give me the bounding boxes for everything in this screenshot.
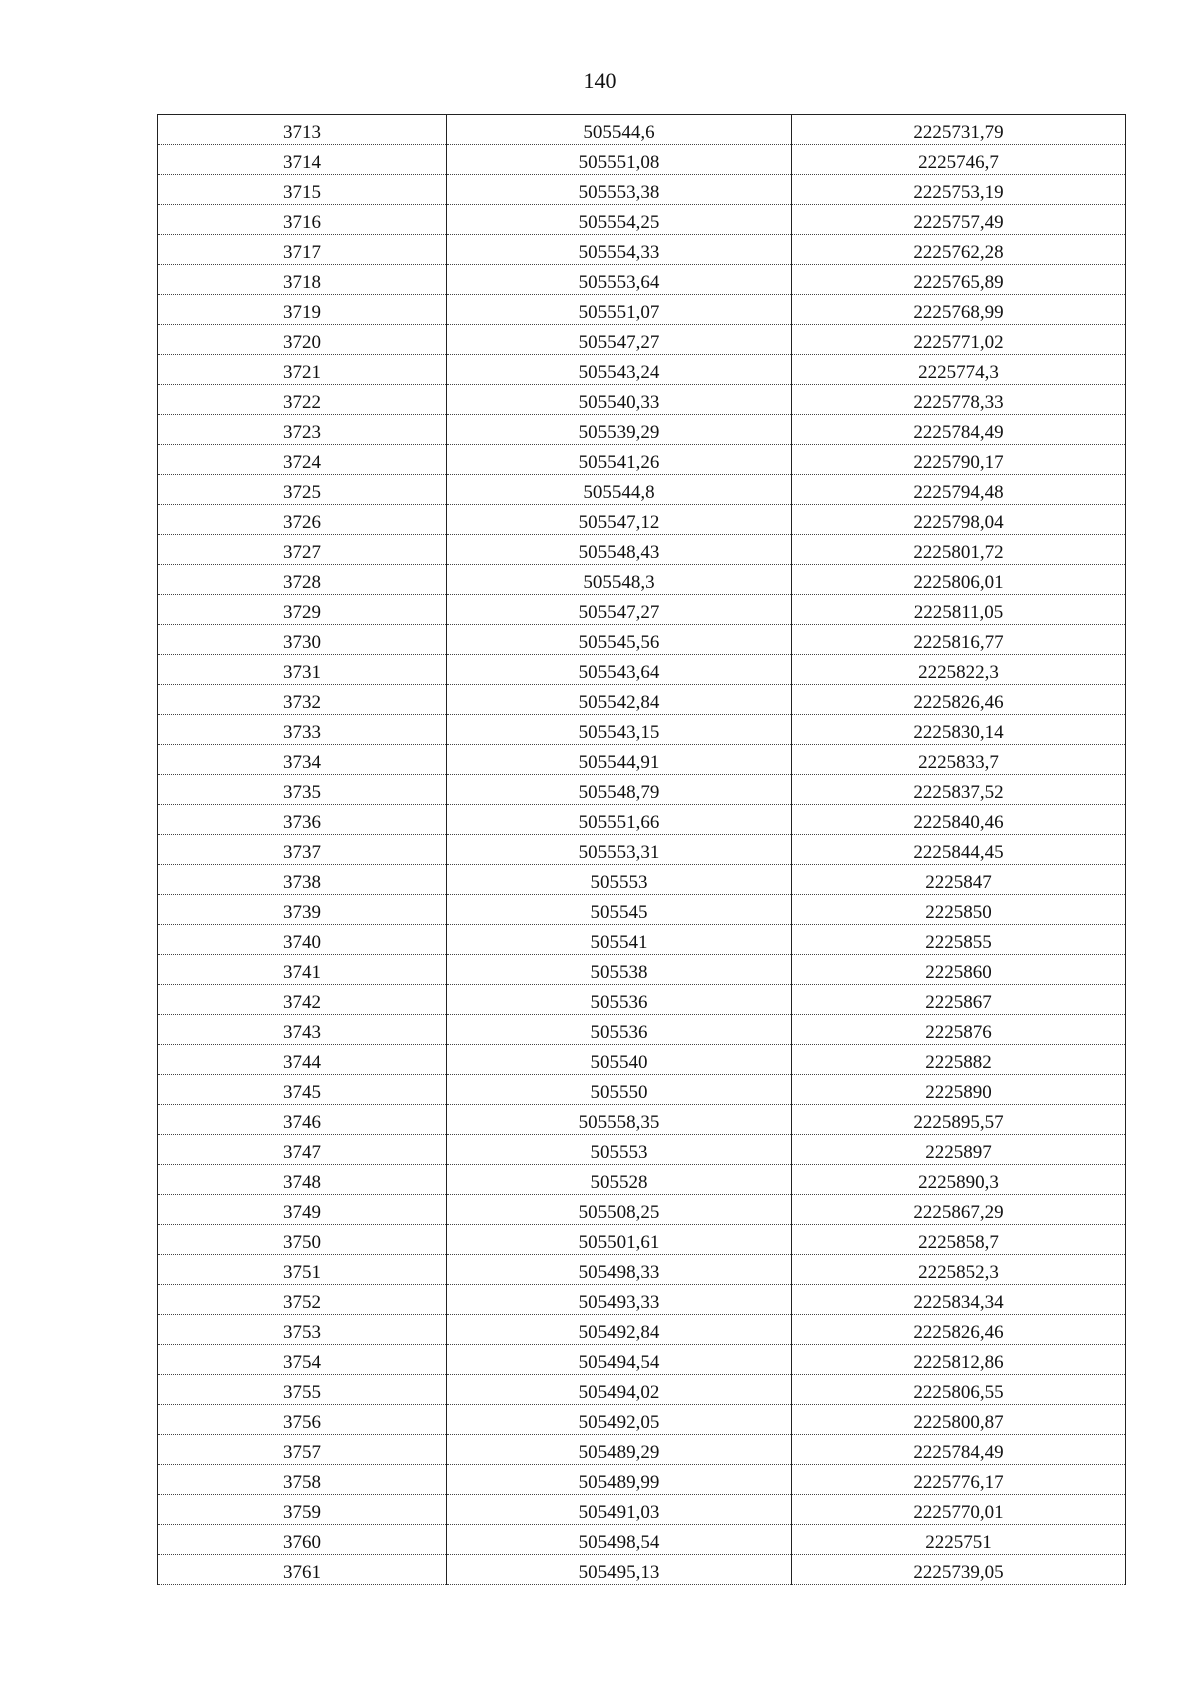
- y-coordinate-cell: 2225833,7: [792, 745, 1126, 775]
- point-number-cell: 3756: [158, 1405, 447, 1435]
- page-number: 140: [583, 68, 617, 93]
- y-coordinate-cell: 2225800,87: [792, 1405, 1126, 1435]
- y-coordinate-cell: 2225812,86: [792, 1345, 1126, 1375]
- table-row: [158, 625, 1126, 655]
- x-coordinate-cell: 505540: [447, 1045, 792, 1075]
- y-coordinate-cell: 2225811,05: [792, 595, 1126, 625]
- y-coordinate-cell: 2225826,46: [792, 1315, 1126, 1345]
- point-number-cell: 3721: [158, 355, 447, 385]
- point-number-cell: 3760: [158, 1525, 447, 1555]
- table-row: [158, 1315, 1126, 1345]
- x-coordinate-cell: 505548,3: [447, 565, 792, 595]
- table-row: [158, 505, 1126, 535]
- table-row: [158, 235, 1126, 265]
- table-row: [158, 205, 1126, 235]
- x-coordinate-cell: 505541,26: [447, 445, 792, 475]
- point-number-cell: 3729: [158, 595, 447, 625]
- table-row: [158, 355, 1126, 385]
- x-coordinate-cell: 505548,79: [447, 775, 792, 805]
- table-row: [158, 895, 1126, 925]
- x-coordinate-cell: 505558,35: [447, 1105, 792, 1135]
- point-number-cell: 3758: [158, 1465, 447, 1495]
- x-coordinate-cell: 505545,56: [447, 625, 792, 655]
- point-number-cell: 3732: [158, 685, 447, 715]
- point-number-cell: 3740: [158, 925, 447, 955]
- x-coordinate-cell: 505542,84: [447, 685, 792, 715]
- y-coordinate-cell: 2225895,57: [792, 1105, 1126, 1135]
- x-coordinate-cell: 505544,91: [447, 745, 792, 775]
- y-coordinate-cell: 2225816,77: [792, 625, 1126, 655]
- x-coordinate-cell: 505554,25: [447, 205, 792, 235]
- table-row: [158, 1015, 1126, 1045]
- x-coordinate-cell: 505548,43: [447, 535, 792, 565]
- x-coordinate-cell: 505544,6: [447, 115, 792, 145]
- table-row: [158, 145, 1126, 175]
- y-coordinate-cell: 2225771,02: [792, 325, 1126, 355]
- table-row: [158, 445, 1126, 475]
- x-coordinate-cell: 505489,99: [447, 1465, 792, 1495]
- y-coordinate-cell: 2225840,46: [792, 805, 1126, 835]
- point-number-cell: 3720: [158, 325, 447, 355]
- x-coordinate-cell: 505501,61: [447, 1225, 792, 1255]
- point-number-cell: 3724: [158, 445, 447, 475]
- point-number-cell: 3735: [158, 775, 447, 805]
- x-coordinate-cell: 505493,33: [447, 1285, 792, 1315]
- point-number-cell: 3744: [158, 1045, 447, 1075]
- y-coordinate-cell: 2225778,33: [792, 385, 1126, 415]
- point-number-cell: 3739: [158, 895, 447, 925]
- point-number-cell: 3749: [158, 1195, 447, 1225]
- y-coordinate-cell: 2225774,3: [792, 355, 1126, 385]
- y-coordinate-cell: 2225890,3: [792, 1165, 1126, 1195]
- y-coordinate-cell: 2225794,48: [792, 475, 1126, 505]
- table-row: [158, 1105, 1126, 1135]
- x-coordinate-cell: 505550: [447, 1075, 792, 1105]
- table-row: [158, 175, 1126, 205]
- coordinates-table: [157, 114, 1126, 1585]
- point-number-cell: 3728: [158, 565, 447, 595]
- table-row: [158, 595, 1126, 625]
- x-coordinate-cell: 505536: [447, 1015, 792, 1045]
- x-coordinate-cell: 505494,54: [447, 1345, 792, 1375]
- table-row: [158, 1045, 1126, 1075]
- x-coordinate-cell: 505494,02: [447, 1375, 792, 1405]
- table-row: [158, 925, 1126, 955]
- x-coordinate-cell: 505536: [447, 985, 792, 1015]
- point-number-cell: 3719: [158, 295, 447, 325]
- x-coordinate-cell: 505538: [447, 955, 792, 985]
- x-coordinate-cell: 505540,33: [447, 385, 792, 415]
- table-row: [158, 1465, 1126, 1495]
- x-coordinate-cell: 505553: [447, 865, 792, 895]
- x-coordinate-cell: 505551,07: [447, 295, 792, 325]
- x-coordinate-cell: 505489,29: [447, 1435, 792, 1465]
- point-number-cell: 3750: [158, 1225, 447, 1255]
- x-coordinate-cell: 505508,25: [447, 1195, 792, 1225]
- point-number-cell: 3733: [158, 715, 447, 745]
- point-number-cell: 3743: [158, 1015, 447, 1045]
- point-number-cell: 3718: [158, 265, 447, 295]
- x-coordinate-cell: 505539,29: [447, 415, 792, 445]
- x-coordinate-cell: 505551,08: [447, 145, 792, 175]
- y-coordinate-cell: 2225826,46: [792, 685, 1126, 715]
- point-number-cell: 3755: [158, 1375, 447, 1405]
- table-row: [158, 865, 1126, 895]
- point-number-cell: 3734: [158, 745, 447, 775]
- x-coordinate-cell: 505541: [447, 925, 792, 955]
- point-number-cell: 3731: [158, 655, 447, 685]
- y-coordinate-cell: 2225806,01: [792, 565, 1126, 595]
- x-coordinate-cell: 505547,27: [447, 325, 792, 355]
- point-number-cell: 3713: [158, 115, 447, 145]
- point-number-cell: 3748: [158, 1165, 447, 1195]
- x-coordinate-cell: 505543,15: [447, 715, 792, 745]
- table-row: [158, 1435, 1126, 1465]
- point-number-cell: 3716: [158, 205, 447, 235]
- point-number-cell: 3759: [158, 1495, 447, 1525]
- y-coordinate-cell: 2225765,89: [792, 265, 1126, 295]
- table-row: [158, 415, 1126, 445]
- table-row: [158, 1165, 1126, 1195]
- y-coordinate-cell: 2225762,28: [792, 235, 1126, 265]
- table-row: [158, 715, 1126, 745]
- x-coordinate-cell: 505498,54: [447, 1525, 792, 1555]
- y-coordinate-cell: 2225790,17: [792, 445, 1126, 475]
- y-coordinate-cell: 2225852,3: [792, 1255, 1126, 1285]
- table-row: [158, 1495, 1126, 1525]
- table-row: [158, 955, 1126, 985]
- y-coordinate-cell: 2225860: [792, 955, 1126, 985]
- y-coordinate-cell: 2225753,19: [792, 175, 1126, 205]
- point-number-cell: 3753: [158, 1315, 447, 1345]
- table-row: [158, 1375, 1126, 1405]
- y-coordinate-cell: 2225850: [792, 895, 1126, 925]
- y-coordinate-cell: 2225770,01: [792, 1495, 1126, 1525]
- x-coordinate-cell: 505528: [447, 1165, 792, 1195]
- point-number-cell: 3761: [158, 1555, 447, 1585]
- y-coordinate-cell: 2225830,14: [792, 715, 1126, 745]
- table-row: [158, 1405, 1126, 1435]
- table-row: [158, 385, 1126, 415]
- table-row: [158, 805, 1126, 835]
- table-row: [158, 1345, 1126, 1375]
- table-row: [158, 685, 1126, 715]
- point-number-cell: 3757: [158, 1435, 447, 1465]
- y-coordinate-cell: 2225768,99: [792, 295, 1126, 325]
- point-number-cell: 3715: [158, 175, 447, 205]
- x-coordinate-cell: 505547,12: [447, 505, 792, 535]
- x-coordinate-cell: 505547,27: [447, 595, 792, 625]
- y-coordinate-cell: 2225867,29: [792, 1195, 1126, 1225]
- y-coordinate-cell: 2225897: [792, 1135, 1126, 1165]
- x-coordinate-cell: 505498,33: [447, 1255, 792, 1285]
- x-coordinate-cell: 505492,84: [447, 1315, 792, 1345]
- y-coordinate-cell: 2225890: [792, 1075, 1126, 1105]
- point-number-cell: 3736: [158, 805, 447, 835]
- point-number-cell: 3722: [158, 385, 447, 415]
- table-row: [158, 775, 1126, 805]
- y-coordinate-cell: 2225751: [792, 1525, 1126, 1555]
- x-coordinate-cell: 505495,13: [447, 1555, 792, 1585]
- x-coordinate-cell: 505551,66: [447, 805, 792, 835]
- y-coordinate-cell: 2225731,79: [792, 115, 1126, 145]
- point-number-cell: 3738: [158, 865, 447, 895]
- x-coordinate-cell: 505544,8: [447, 475, 792, 505]
- point-number-cell: 3726: [158, 505, 447, 535]
- point-number-cell: 3747: [158, 1135, 447, 1165]
- table-row: [158, 1135, 1126, 1165]
- y-coordinate-cell: 2225876: [792, 1015, 1126, 1045]
- point-number-cell: 3754: [158, 1345, 447, 1375]
- x-coordinate-cell: 505543,64: [447, 655, 792, 685]
- table-row: [158, 1195, 1126, 1225]
- table-row: [158, 115, 1126, 145]
- point-number-cell: 3752: [158, 1285, 447, 1315]
- table-row: [158, 1255, 1126, 1285]
- y-coordinate-cell: 2225822,3: [792, 655, 1126, 685]
- point-number-cell: 3717: [158, 235, 447, 265]
- point-number-cell: 3745: [158, 1075, 447, 1105]
- y-coordinate-cell: 2225837,52: [792, 775, 1126, 805]
- y-coordinate-cell: 2225855: [792, 925, 1126, 955]
- table-row: [158, 655, 1126, 685]
- point-number-cell: 3741: [158, 955, 447, 985]
- point-number-cell: 3727: [158, 535, 447, 565]
- y-coordinate-cell: 2225798,04: [792, 505, 1126, 535]
- table-row: [158, 325, 1126, 355]
- point-number-cell: 3751: [158, 1255, 447, 1285]
- table-row: [158, 475, 1126, 505]
- point-number-cell: 3742: [158, 985, 447, 1015]
- y-coordinate-cell: 2225801,72: [792, 535, 1126, 565]
- table-row: [158, 1225, 1126, 1255]
- x-coordinate-cell: 505553,64: [447, 265, 792, 295]
- y-coordinate-cell: 2225844,45: [792, 835, 1126, 865]
- table-row: [158, 745, 1126, 775]
- y-coordinate-cell: 2225746,7: [792, 145, 1126, 175]
- y-coordinate-cell: 2225882: [792, 1045, 1126, 1075]
- table-row: [158, 985, 1126, 1015]
- y-coordinate-cell: 2225776,17: [792, 1465, 1126, 1495]
- point-number-cell: 3746: [158, 1105, 447, 1135]
- point-number-cell: 3723: [158, 415, 447, 445]
- point-number-cell: 3714: [158, 145, 447, 175]
- y-coordinate-cell: 2225847: [792, 865, 1126, 895]
- y-coordinate-cell: 2225739,05: [792, 1555, 1126, 1585]
- x-coordinate-cell: 505545: [447, 895, 792, 925]
- x-coordinate-cell: 505553: [447, 1135, 792, 1165]
- y-coordinate-cell: 2225867: [792, 985, 1126, 1015]
- table-row: [158, 1285, 1126, 1315]
- table-row: [158, 1525, 1126, 1555]
- x-coordinate-cell: 505543,24: [447, 355, 792, 385]
- y-coordinate-cell: 2225757,49: [792, 205, 1126, 235]
- point-number-cell: 3725: [158, 475, 447, 505]
- table-row: [158, 535, 1126, 565]
- x-coordinate-cell: 505553,38: [447, 175, 792, 205]
- point-number-cell: 3730: [158, 625, 447, 655]
- table-row: [158, 295, 1126, 325]
- table-row: [158, 565, 1126, 595]
- point-number-cell: 3737: [158, 835, 447, 865]
- x-coordinate-cell: 505554,33: [447, 235, 792, 265]
- table-row: [158, 1555, 1126, 1585]
- table-row: [158, 1075, 1126, 1105]
- table-body: [158, 115, 1126, 1585]
- y-coordinate-cell: 2225806,55: [792, 1375, 1126, 1405]
- table-row: [158, 835, 1126, 865]
- table-row: [158, 265, 1126, 295]
- y-coordinate-cell: 2225784,49: [792, 1435, 1126, 1465]
- x-coordinate-cell: 505492,05: [447, 1405, 792, 1435]
- y-coordinate-cell: 2225784,49: [792, 415, 1126, 445]
- x-coordinate-cell: 505491,03: [447, 1495, 792, 1525]
- y-coordinate-cell: 2225834,34: [792, 1285, 1126, 1315]
- y-coordinate-cell: 2225858,7: [792, 1225, 1126, 1255]
- x-coordinate-cell: 505553,31: [447, 835, 792, 865]
